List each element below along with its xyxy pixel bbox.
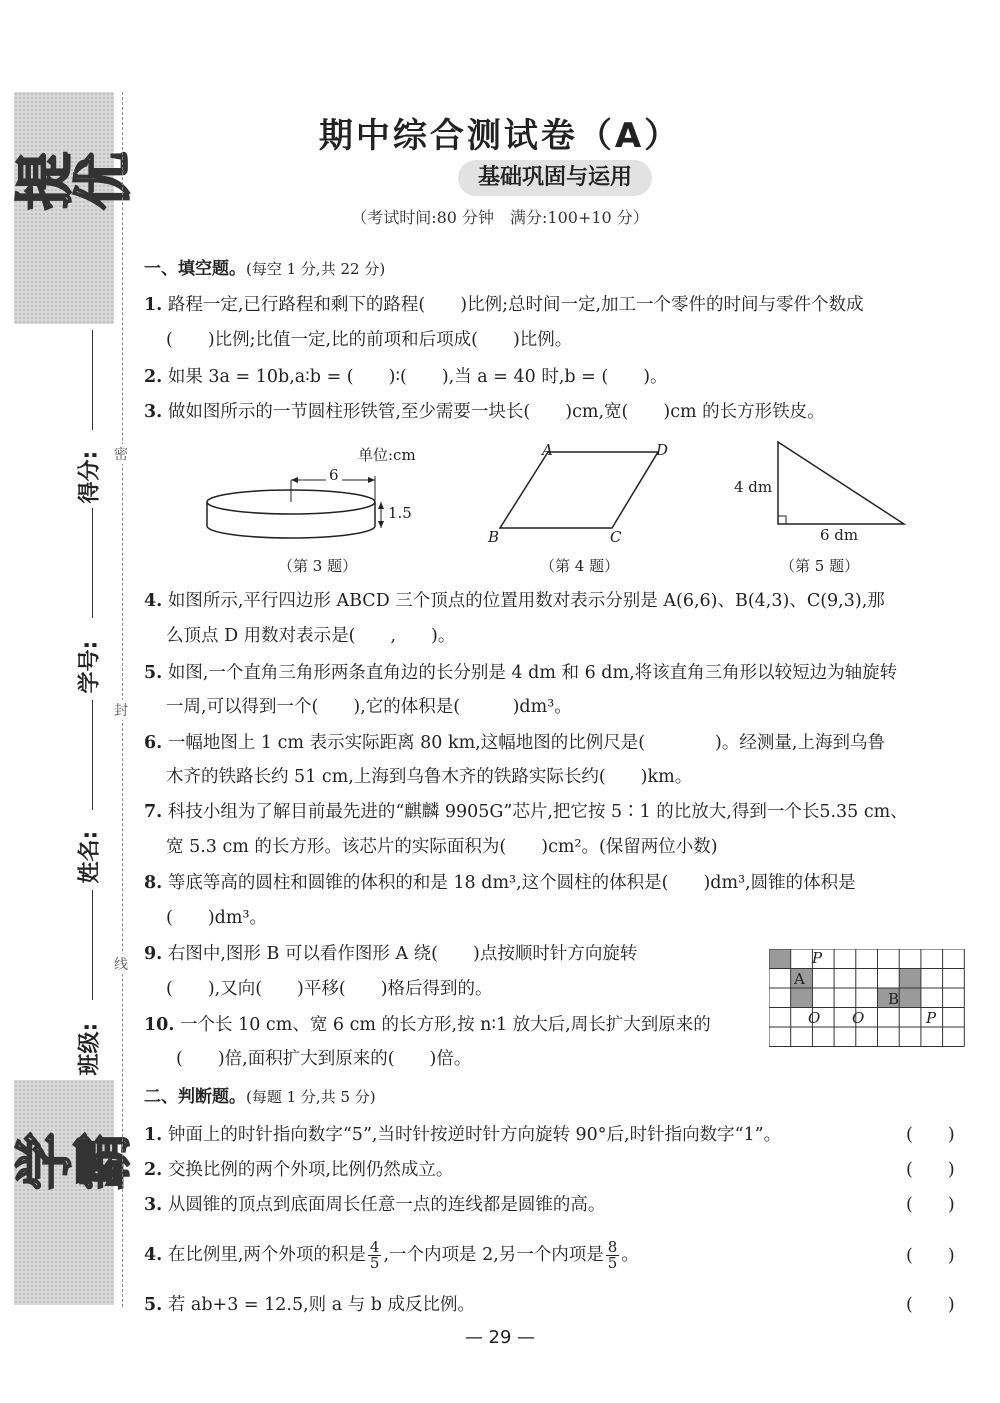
fraction-1-numerator: 4 xyxy=(369,1238,380,1256)
score-label: 得分: xyxy=(77,450,103,504)
q9-line1 xyxy=(144,941,637,967)
judge-q1-text: 钟面上的时针指向数字“5”,当时针按逆时针方向旋转 90°后,时针指向数字“1”。 xyxy=(167,1125,782,1145)
fraction-2-numerator: 8 xyxy=(607,1238,618,1256)
seal-xian: 线 xyxy=(114,954,128,974)
q4-text-2: 么顶点 D 用数对表示是( , )。 xyxy=(166,626,456,646)
page-number: — 29 — xyxy=(464,1327,536,1348)
q7-line2 xyxy=(166,834,718,860)
judge-q4-answer-bracket[interactable]: ( ) xyxy=(906,1246,955,1266)
fig3-unit: 单位:cm xyxy=(358,446,416,464)
q7-line1 xyxy=(144,799,908,825)
fig4-label-b: B xyxy=(488,528,500,546)
judge-q3-number: 3. xyxy=(144,1195,163,1215)
judge-q1-number: 1. xyxy=(144,1125,163,1145)
q6-line2 xyxy=(166,764,692,790)
seal-feng: 封 xyxy=(114,700,128,720)
fig4-label-d: D xyxy=(656,441,669,459)
q3-line xyxy=(144,399,825,425)
judge-q4 xyxy=(144,1240,639,1271)
exam-info: （考试时间:80 分钟 满分:100+10 分） xyxy=(351,208,649,227)
name-label: 姓名: xyxy=(77,830,103,884)
q2-line xyxy=(144,364,668,390)
q6-text-1: 一幅地图上 1 cm 表示实际距离 80 km,这幅地图的比例尺是( )。经测量,上海到乌鲁 xyxy=(167,733,885,753)
q10-line2 xyxy=(176,1046,471,1072)
q1-text-1: 路程一定,已行路程和剩下的路程( )比例;总时间一定,加工一个零件的时间与零件个数成 xyxy=(167,295,864,315)
student-id-label: 学号: xyxy=(77,640,103,694)
q1-line1 xyxy=(144,292,864,318)
grid-label-p: P xyxy=(812,949,823,967)
judge-q1-answer-bracket[interactable]: ( ) xyxy=(906,1125,955,1145)
judge-q3-answer-bracket[interactable]: ( ) xyxy=(906,1195,955,1215)
q10-number: 10. xyxy=(144,1015,175,1035)
grid-label-a: A xyxy=(794,970,805,988)
judge-q4-number: 4. xyxy=(144,1245,163,1265)
judge-q4-fraction-1 xyxy=(368,1240,382,1271)
seal-mi: 密 xyxy=(114,444,128,464)
fig5-caption: （第 5 题） xyxy=(780,557,860,575)
judge-q4-text-b: ,一个内项是 2,另一个内项是 xyxy=(383,1245,604,1265)
section2-title: 二、判断题。 xyxy=(144,1087,246,1107)
q2-text: 如果 3a = 10b,a∶b = ( )∶( ),当 a = 40 时,b = ( )。 xyxy=(167,367,668,387)
judge-q5-answer-bracket[interactable]: ( ) xyxy=(906,1295,955,1315)
fig5-triangle xyxy=(760,436,920,536)
q9-text-2: ( ),又向( )平移( )格后得到的。 xyxy=(166,979,493,999)
judge-q3 xyxy=(144,1192,605,1218)
q7-text-2: 宽 5.3 cm 的长方形。该芯片的实际面积为( )cm²。(保留两位小数) xyxy=(166,837,718,857)
q4-line1 xyxy=(144,588,885,614)
score-underline xyxy=(92,330,93,430)
q8-line2 xyxy=(166,905,267,931)
q5-number: 5. xyxy=(144,663,163,683)
grid-label-b: B xyxy=(888,990,900,1008)
fig4-label-c: C xyxy=(610,528,622,546)
fig3-diameter: 6 xyxy=(326,466,342,484)
section1-heading xyxy=(144,256,385,282)
fig4-caption: （第 4 题） xyxy=(540,557,620,575)
q5-line2 xyxy=(166,694,572,720)
fig3-height: 1.5 xyxy=(388,504,412,522)
q10-text-2: ( )倍,面积扩大到原来的( )倍。 xyxy=(176,1049,472,1069)
judge-q2-answer-bracket[interactable]: ( ) xyxy=(906,1160,955,1180)
q9-line2 xyxy=(166,976,493,1002)
id-underline xyxy=(92,508,93,618)
q7-number: 7. xyxy=(144,802,163,822)
q5-line1 xyxy=(144,660,897,686)
q5-text-2: 一周,可以得到一个( ),它的体积是( )dm³。 xyxy=(166,697,572,717)
class-underline xyxy=(92,890,93,1000)
q1-text-2: ( )比例;比值一定,比的前项和后项成( )比例。 xyxy=(166,330,573,350)
q8-line1 xyxy=(144,870,856,896)
q3-text: 做如图所示的一节圆柱形铁管,至少需要一块长( )cm,宽( )cm 的长方形铁皮。 xyxy=(167,402,825,422)
q6-text-2: 木齐的铁路长约 51 cm,上海到乌鲁木齐的铁路实际长约( )km。 xyxy=(166,767,693,787)
q2-number: 2. xyxy=(144,367,163,387)
fig5-height-label: 4 dm xyxy=(734,478,773,496)
q3-number: 3. xyxy=(144,402,163,422)
fig4-label-a: A xyxy=(542,441,553,459)
q8-text-1: 等底等高的圆柱和圆锥的体积的和是 18 dm³,这个圆柱的体积是( )dm³,圆锥的体积是 xyxy=(167,873,856,893)
q9-grid-figure xyxy=(769,949,965,1047)
q9-text-1: 右图中,图形 B 可以看作图形 A 绕( )点按顺时针方向旋转 xyxy=(167,944,638,964)
judge-q5 xyxy=(144,1292,475,1318)
name-underline xyxy=(92,700,93,810)
section1-note: (每空 1 分,共 22 分) xyxy=(246,260,386,278)
judge-q3-text: 从圆锥的顶点到底面周长任意一点的连线都是圆锥的高。 xyxy=(167,1195,606,1215)
judge-q4-fraction-2 xyxy=(606,1240,620,1271)
fraction-1-denominator: 5 xyxy=(369,1254,380,1272)
q8-text-2: ( )dm³。 xyxy=(166,908,267,928)
section1-title: 一、填空题。 xyxy=(144,259,246,279)
section2-note: (每题 1 分,共 5 分) xyxy=(246,1088,376,1106)
q4-text-1: 如图所示,平行四边形 ABCD 三个顶点的位置用数对表示分别是 A(6,6)、B(4,3)、C(9,3),那 xyxy=(167,591,885,611)
judge-q2-text: 交换比例的两个外项,比例仍然成立。 xyxy=(167,1160,454,1180)
q8-number: 8. xyxy=(144,873,163,893)
grid-label-o1: O xyxy=(808,1009,821,1027)
fig3-caption: （第 3 题） xyxy=(278,557,358,575)
judge-q2 xyxy=(144,1157,453,1183)
top-side-band-text: 提优 xyxy=(14,152,130,220)
class-label: 班级: xyxy=(77,1022,103,1076)
judge-q5-text: 若 ab+3 = 12.5,则 a 与 b 成反比例。 xyxy=(167,1295,476,1315)
grid-label-o2: O xyxy=(852,1009,865,1027)
q10-text-1: 一个长 10 cm、宽 6 cm 的长方形,按 n∶1 放大后,周长扩大到原来的 xyxy=(180,1015,711,1035)
page-title: 期中综合测试卷（A） xyxy=(318,116,682,156)
fig5-base-label: 6 dm xyxy=(820,526,859,544)
q6-line1 xyxy=(144,730,885,756)
fraction-2-denominator: 5 xyxy=(607,1254,618,1272)
judge-q1 xyxy=(144,1122,781,1148)
q1-line2 xyxy=(166,327,572,353)
q1-number: 1. xyxy=(144,295,163,315)
q10-line1 xyxy=(144,1012,711,1038)
section2-heading xyxy=(144,1084,376,1110)
q4-line2 xyxy=(166,623,455,649)
judge-q5-number: 5. xyxy=(144,1295,163,1315)
judge-q4-text-c: 。 xyxy=(621,1245,639,1265)
judge-q2-number: 2. xyxy=(144,1160,163,1180)
judge-q4-text-a: 在比例里,两个外项的积是 xyxy=(167,1245,366,1265)
q5-text-1: 如图,一个直角三角形两条直角边的长分别是 4 dm 和 6 dm,将该直角三角形以较短边为轴旋转 xyxy=(167,663,898,683)
bottom-side-band-text: 学霸 xyxy=(14,1132,130,1200)
q7-text-1: 科技小组为了解目前最先进的“麒麟 9905G”芯片,把它按 5∶1 的比放大,得到一个长5.35 cm、 xyxy=(167,802,908,822)
q6-number: 6. xyxy=(144,733,163,753)
page-subtitle: 基础巩固与运用 xyxy=(458,160,652,196)
q4-number: 4. xyxy=(144,591,163,611)
grid-label-p2: P xyxy=(926,1009,937,1027)
q9-number: 9. xyxy=(144,944,163,964)
